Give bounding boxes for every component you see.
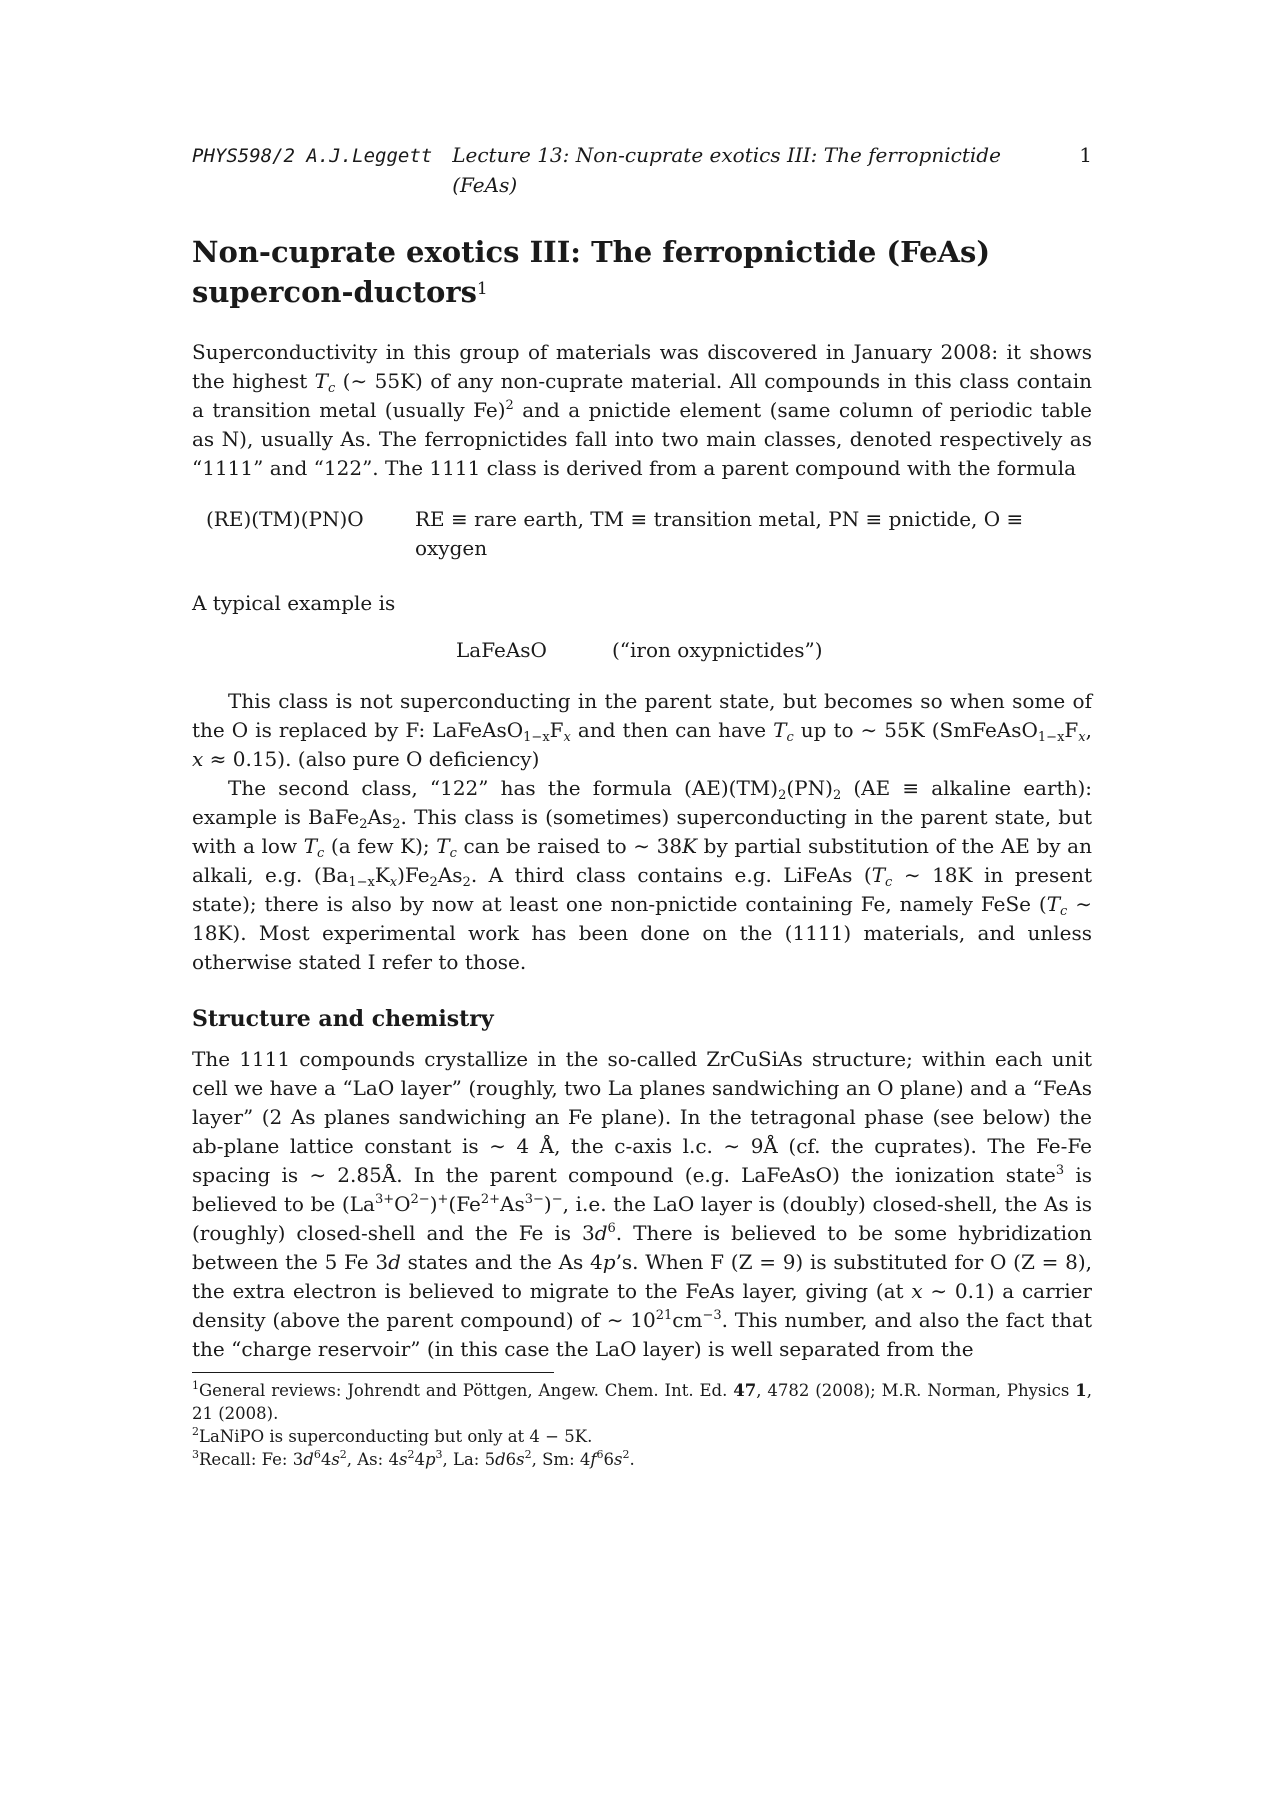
footnote-mark-3[interactable]: 3 <box>1055 1163 1065 1178</box>
course-code: PHYS598/2 A.J.Leggett <box>192 145 433 167</box>
footnote-divider <box>192 1372 554 1373</box>
section-heading: Structure and chemistry <box>192 1006 494 1032</box>
formula-legend: RE ≡ rare earth, TM ≡ transition metal, PN ≡ pnictide, O ≡ oxygen <box>414 507 1024 560</box>
example-note: (“iron oxypnictides”) <box>612 638 823 662</box>
example-formula: LaFeAsO <box>456 638 547 662</box>
footnote-mark-1[interactable]: 1 <box>476 279 488 299</box>
footnotes <box>192 1379 1092 1471</box>
footnote-2: $^2$LaNiPO is superconducting but only at 4 − 5K. <box>192 1425 593 1446</box>
document-title <box>192 232 1092 312</box>
running-header <box>192 140 1092 200</box>
lecture-title: Lecture 13: Non-cuprate exotics III: The ferropnictide (FeAs) <box>452 143 1001 197</box>
paragraph-122-class: The second class, “122” has the formula $(AE)(TM)_2(PN)_2$ (AE ≡ alkaline earth): example is $BaFe_2As_2$. This class is (sometimes) superconducting in the parent state, but with a low $T_c$ (a few K); $T_c$ can be raised to ∼ 38K by partial substitution of the AE by an alkali, e.g. $(Ba_{1-x}K_x)Fe_2As_2$. A third class contains e.g. LiFeAs ($T_c$ ∼ 18K in present state); there is also by now at least one non-pnictide containing Fe, namely FeSe ($T_c$ ∼ 18K). Most experimental work has been done on the (1111) materials, and unless otherwise stated I refer to those. <box>192 776 1093 974</box>
intro-paragraph: Superconductivity in this group of materials was discovered in January 2008: it shows the highest $T_c$ (∼ 55K) of any non-cuprate material. All compounds in this class contain a transition metal (usually Fe)$^2$ and a pnictide element (same column of periodic table as N), usually As. The ferropnictides fall into two main classes, denoted respectively as “1111” and “122”. The 1111 class is derived from a parent compound with the formula <box>192 340 1092 480</box>
footnote-1: $^1$General reviews: Johrendt and Pöttgen, Angew. Chem. Int. Ed. 47, 4782 (2008); M.R. Norman, Physics 1, 21 (2008). <box>192 1379 1092 1423</box>
title-text: Non-cuprate exotics III: The ferropnictide (FeAs) supercon-ductors <box>192 235 991 309</box>
footnote-mark-2[interactable]: 2 <box>505 398 514 413</box>
paragraph-1111-doping: This class is not superconducting in the parent state, but becomes so when some of the O is replaced by F: $LaFeAsO_{1-x}F_x$ and then can have $T_c$ up to ∼ 55K ($SmFeAsO_{1-x}F_x$, x ≈ 0.15). (also pure O deficiency) <box>192 689 1092 771</box>
formula-definition <box>206 505 1092 563</box>
page-number: 1 <box>1079 143 1092 167</box>
paragraph-structure: The 1111 compounds crystallize in the so-called ZrCuSiAs structure; within each unit cell we have a “LaO layer” (roughly, two La planes sandwiching an O plane) and a “FeAs layer” (2 As planes sandwiching an Fe plane). In the tetragonal phase (see below) the ab-plane lattice constant is ∼ 4 Å, the c-axis l.c. ∼ 9Å (cf. the cuprates). The Fe-Fe spacing is ∼ 2.85Å. In the parent compound (e.g. LaFeAsO) the ionization state$^3$ is believed to be $(La^{3+}O^{2-})^+(Fe^{2+}As^{3-})^-$, i.e. the LaO layer is (doubly) closed-shell, the As is (roughly) closed-shell and the Fe is $3d^6$. There is believed to be some hybridization between the 5 Fe 3d states and the As 4p’s. When F (Z = 9) is substituted for O (Z = 8), the extra electron is believed to migrate to the FeAs layer, giving (at x ∼ 0.1) a carrier density (above the parent compound) of ∼ $10^{21}cm^{-3}$. This number, and also the fact that the “charge reservoir” (in this case the LaO layer) is well separated from the <box>192 1047 1092 1361</box>
example-intro: A typical example is <box>192 591 396 615</box>
parent-formula: (RE)(TM)(PN)O <box>206 507 364 531</box>
footnote-3: $^3$Recall: Fe: $3d^64s^2$, As: $4s^24p^3$, La: $5d6s^2$, Sm: $4f^66s^2$. <box>192 1448 635 1469</box>
example-compound <box>456 636 1092 665</box>
